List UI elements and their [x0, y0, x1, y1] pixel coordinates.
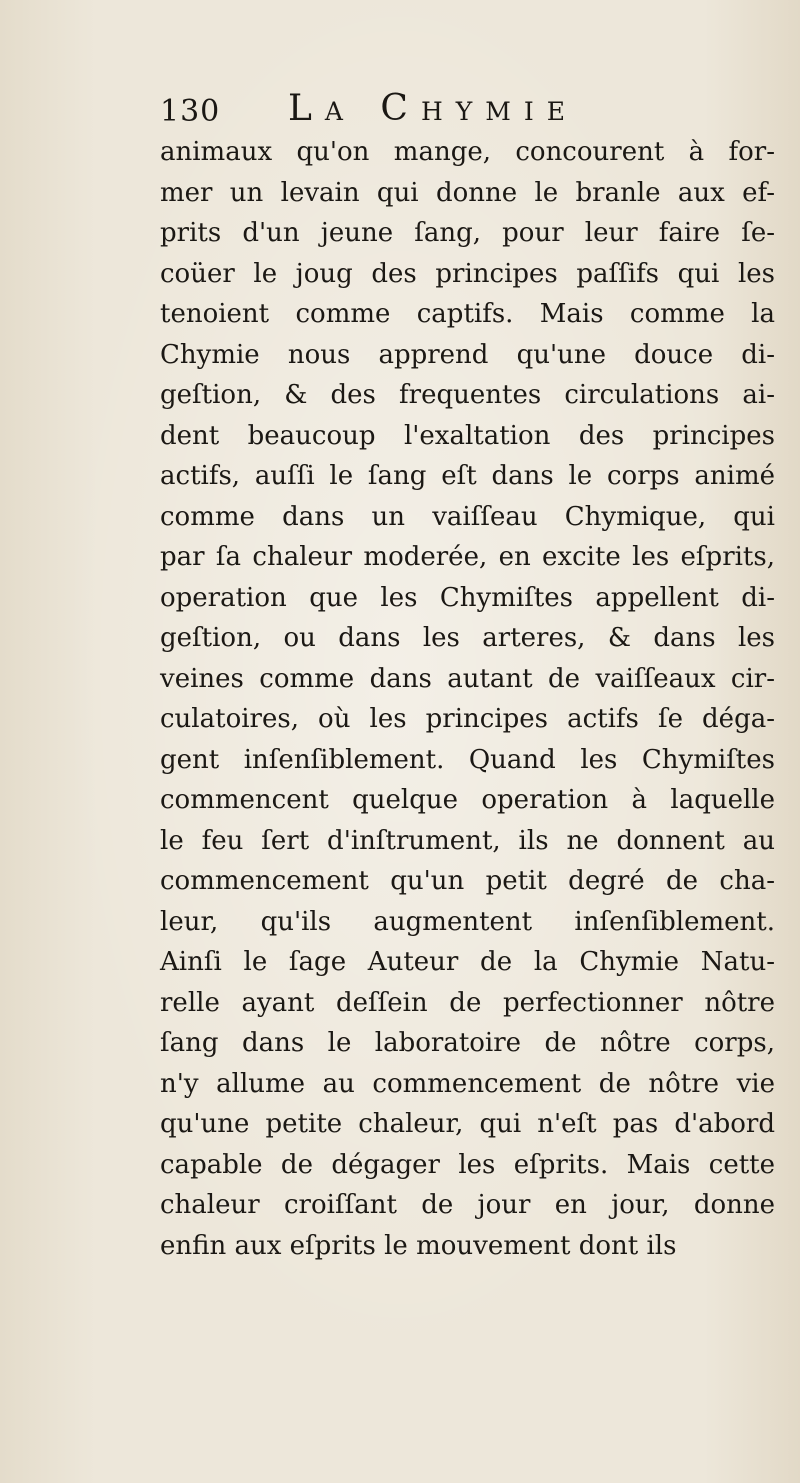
running-head — [160, 88, 760, 138]
text-line: enfin aux eſprits le mouvement dont ils — [160, 1230, 677, 1261]
text-line: Ainſi le ſage Auteur de la Chymie Natu- — [160, 947, 775, 977]
text-line: culatoires, où les principes actifs ſe déga- — [160, 704, 775, 734]
text-line: tenoient comme captifs. Mais comme la — [160, 299, 775, 329]
text-line: prits d'un jeune ſang, pour leur faire ſe- — [160, 218, 775, 248]
text-line: veines comme dans autant de vaiſſeaux cir- — [160, 663, 775, 694]
text-line: coüer le joug des principes paſſifs qui les — [160, 258, 775, 289]
text-line: geſtion, & des frequentes circulations ai- — [160, 380, 775, 410]
text-line: qu'une petite chaleur, qui n'eſt pas d'abord — [160, 1109, 775, 1139]
text-line: animaux qu'on mange, concourent à for- — [160, 137, 775, 167]
text-line: par ſa chaleur moderée, en excite les eſprits, — [160, 542, 775, 572]
text-line: le feu ſert d'inſtrument, ils ne donnent au — [160, 825, 775, 856]
text-line: Chymie nous apprend qu'une douce di- — [160, 339, 775, 370]
text-line: commencent quelque operation à laquelle — [160, 785, 775, 815]
text-line: commencement qu'un petit degré de cha- — [160, 866, 775, 896]
text-line: dent beaucoup l'exaltation des principes — [160, 420, 775, 451]
text-line: geſtion, ou dans les arteres, & dans les — [160, 623, 775, 653]
page-number: 130 — [160, 94, 221, 129]
text-line: operation que les Chymiſtes appellent di- — [160, 582, 775, 613]
text-line: n'y allume au commencement de nôtre vie — [160, 1068, 775, 1099]
text-line: comme dans un vaiſſeau Chymique, qui — [160, 501, 775, 532]
text-line: leur, qu'ils augmentent inſenſiblement. — [160, 906, 775, 937]
text-line: actifs, auſſi le ſang eſt dans le corps animé — [160, 461, 775, 491]
text-line: mer un levain qui donne le branle aux ef- — [160, 177, 775, 208]
text-line: relle ayant deſſein de perfectionner nôtre — [160, 987, 775, 1018]
text-line: chaleur croiſſant de jour en jour, donne — [160, 1190, 775, 1220]
running-title: La Chymie — [288, 88, 578, 129]
body-text — [160, 132, 790, 1266]
text-line: capable de dégager les eſprits. Mais cette — [160, 1149, 775, 1180]
text-line: gent inſenſiblement. Quand les Chymiſtes — [160, 744, 775, 775]
text-line: ſang dans le laboratoire de nôtre corps, — [160, 1028, 775, 1058]
